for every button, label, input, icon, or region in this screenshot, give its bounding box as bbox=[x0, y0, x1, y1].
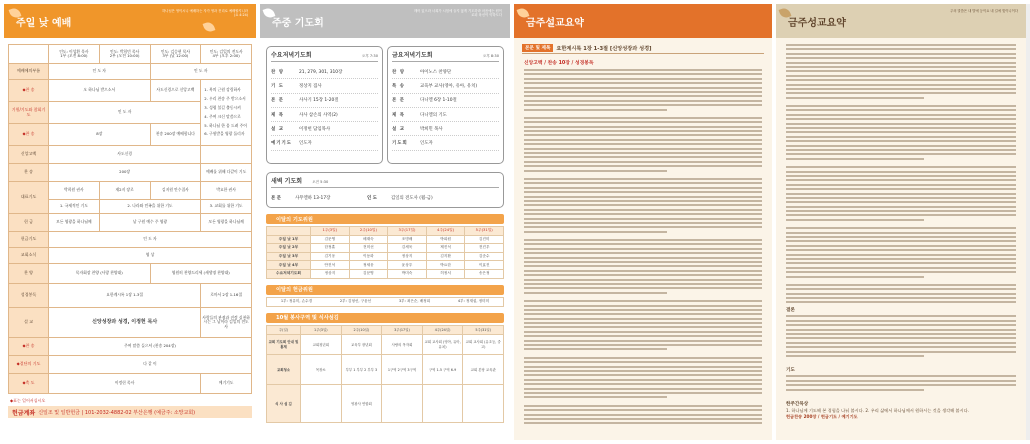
panel-title: 금주성교요약 bbox=[788, 17, 846, 29]
text-line bbox=[524, 287, 762, 289]
text-line bbox=[786, 75, 1016, 77]
sermon-body-text bbox=[776, 44, 1026, 303]
text-line bbox=[786, 114, 1016, 116]
table-row: ◆찬 송 주여 말씀 들으셔 (찬송 204장) bbox=[9, 338, 252, 356]
text-line bbox=[786, 57, 1016, 59]
table-row: 주일 낮 3부 김기웅 이동화 정상지 김지환 김준수 bbox=[267, 252, 504, 261]
prayer-heading: 기도 bbox=[786, 368, 795, 374]
panel-verse: 깨어 있으라 너희가 시험에 들지 않게 기도하라 마음에는 원이로되 육신이 약하도다 bbox=[413, 9, 502, 18]
text-line bbox=[786, 324, 1016, 326]
sermon-title: 요한계시록 1장 1-3절 [신앙성장과 성경] bbox=[556, 45, 652, 52]
text-line bbox=[524, 248, 762, 250]
text-line bbox=[524, 95, 762, 97]
panel-title: 주중 기도회 bbox=[272, 17, 324, 29]
text-line bbox=[786, 258, 1016, 260]
bank-text: 신일조 및 일반헌금 | 101-2032-4882-02 부산은행 (예금주: 소망교회) bbox=[38, 409, 196, 416]
text-line bbox=[524, 209, 762, 211]
table-row: 찬 송 200장 예배를 위해 다같이 기도 bbox=[9, 164, 252, 182]
panel-header bbox=[4, 4, 256, 38]
prayer-boxes bbox=[266, 46, 504, 164]
text-line bbox=[524, 109, 667, 111]
text-line bbox=[786, 351, 1016, 353]
text-line bbox=[786, 284, 1016, 286]
service-cell: 인도: 박희민 목사 2부 (오전 10:00) bbox=[99, 45, 150, 64]
hymn-verses: 1. 복의 근원 강림하사 2. 우리 찬송 주 받으소서 3. 성령 불길 출동시켜 4. 주여 크신 말씀으로 5. 하나님 한 몸 드려 주어 6. 구원받을 영광 돌리자 bbox=[201, 80, 252, 146]
text-line bbox=[524, 283, 762, 285]
text-line bbox=[786, 149, 1016, 151]
offering-committee: 1부: 정유미, 손수경 2부: 김형선, 구윤선 3부: 최은순, 배정희 4부: 정재섭, 정미미 bbox=[266, 297, 504, 307]
panel-title: 금주설교요약 bbox=[526, 17, 584, 29]
prayer-text bbox=[776, 375, 1026, 397]
text-line bbox=[524, 104, 762, 106]
service-cell: 인도: 이성환 목사 1부 (오전 8:00) bbox=[49, 45, 100, 64]
text-line bbox=[786, 175, 1016, 177]
text-line bbox=[524, 318, 762, 320]
sunday-worship-panel bbox=[4, 4, 256, 440]
text-line bbox=[786, 118, 1016, 120]
text-line bbox=[524, 156, 762, 158]
dawn-prayer-box: 새벽 기도회 오전 5:30 본 문 사무엘하 13-17장 인 도 김일의 전도사 (월-금) bbox=[266, 172, 504, 208]
sermon-tag: 본문 및 제목 bbox=[522, 44, 553, 52]
volunteer-table bbox=[266, 325, 504, 423]
text-line bbox=[524, 143, 762, 145]
wednesday-prayer-box: 수요저녁기도회 오후 7:30 찬 양 21, 279, 301, 310장 기 도 정상지 집사 본 문 사사기 15장 1-20절 제 목 사사 삼손의 사역(2) 설 교 이정헌 담임목사 예기기도 인도자 bbox=[266, 46, 383, 164]
text-line bbox=[524, 274, 762, 276]
text-line bbox=[786, 158, 924, 160]
text-line bbox=[786, 109, 1016, 111]
text-line bbox=[524, 226, 762, 228]
section-title: 10월 봉사구역 및 식사섬김 bbox=[266, 313, 504, 323]
table-row: 대표기도 박희원 권사 제2지 장로 김지원 안수집사 박요한 권사 bbox=[9, 182, 252, 200]
sermon-body-text bbox=[514, 69, 772, 424]
text-line bbox=[524, 152, 762, 154]
text-line bbox=[524, 326, 762, 328]
text-line bbox=[524, 292, 667, 294]
text-line bbox=[786, 320, 1016, 322]
text-line bbox=[524, 344, 762, 346]
text-line bbox=[786, 97, 924, 99]
text-line bbox=[786, 53, 1016, 55]
text-line bbox=[524, 366, 762, 368]
text-line bbox=[524, 335, 762, 337]
bank-account-bar bbox=[8, 406, 252, 418]
text-line bbox=[786, 66, 1016, 68]
text-line bbox=[786, 329, 1016, 331]
text-line bbox=[524, 204, 762, 206]
table-header-row: 주(일) 1주(3일) 2주(10일) 3주(17일) 4주(24일) 5주(31일) bbox=[267, 325, 504, 334]
conclusion-text bbox=[776, 315, 1026, 363]
stand-note: ◆표는 일어서십시오 bbox=[10, 398, 46, 403]
text-line bbox=[524, 322, 762, 324]
text-line bbox=[524, 139, 762, 141]
page-edge bbox=[1026, 4, 1030, 440]
text-line bbox=[786, 375, 1016, 377]
table-row: 주일 낮 2부 한정훈 전미선 김세욱 제진석 전진우 bbox=[267, 244, 504, 253]
text-line bbox=[786, 197, 1016, 199]
text-line bbox=[524, 126, 762, 128]
reading-text: 1. 하나님께 기도해 본 경험을 나눠 봅시다. 2. 우리 삶에서 하나님께서 원하시는 것을 생각해 봅시다. bbox=[786, 407, 970, 413]
table-header-row: 1주(3일) 2주(10일) 3주(17일) 4주(24일) 5주(31일) bbox=[267, 227, 504, 236]
text-line bbox=[786, 214, 1016, 216]
text-line bbox=[524, 191, 762, 193]
sermon-summary-continued-panel bbox=[776, 4, 1026, 440]
text-line bbox=[786, 240, 1016, 242]
text-line bbox=[524, 348, 667, 350]
text-line bbox=[524, 182, 762, 184]
text-line bbox=[524, 243, 762, 245]
text-line bbox=[524, 213, 762, 215]
text-line bbox=[524, 270, 762, 272]
text-line bbox=[786, 245, 1016, 247]
text-line bbox=[524, 170, 667, 172]
text-line bbox=[786, 210, 1016, 212]
text-line bbox=[524, 91, 762, 93]
text-line bbox=[786, 333, 1016, 335]
text-line bbox=[524, 261, 762, 263]
panel-title: 주일 낮 예배 bbox=[16, 17, 72, 29]
bank-label: 헌금계좌 bbox=[12, 409, 36, 417]
text-line bbox=[524, 340, 762, 342]
text-line bbox=[524, 370, 762, 372]
prayer-committee-table bbox=[266, 226, 504, 279]
text-line bbox=[524, 117, 762, 119]
text-line bbox=[786, 249, 1016, 251]
text-line bbox=[524, 331, 762, 333]
text-line bbox=[786, 136, 1016, 138]
text-line bbox=[524, 313, 762, 315]
panel-header bbox=[514, 4, 772, 38]
text-line bbox=[786, 127, 1016, 129]
text-line bbox=[786, 179, 1016, 181]
table-row: 교회 기도회 안내 및 통제 교회청년회 교육부 장년회 사랑의 목자회 교회 교사회 (영아, 유아, 유치) 교회 교사회 (유초등, 중고) bbox=[267, 334, 504, 354]
text-line bbox=[524, 148, 762, 150]
table-row: 예배에의부름 인 도 자 인 도 자 bbox=[9, 64, 252, 80]
text-line bbox=[786, 355, 924, 357]
text-line bbox=[524, 374, 762, 376]
text-line bbox=[786, 384, 1016, 386]
text-line bbox=[786, 236, 1016, 238]
text-line bbox=[786, 206, 1016, 208]
panel-header bbox=[776, 4, 1026, 38]
table-row: 식 사 섬 김 영광사 연합회 bbox=[267, 384, 504, 422]
text-line bbox=[524, 422, 762, 424]
sermon-summary-panel bbox=[514, 4, 772, 440]
text-line bbox=[524, 165, 762, 167]
text-line bbox=[524, 265, 762, 267]
text-line bbox=[786, 44, 1016, 46]
table-row: 신앙고백 사도신경 bbox=[9, 146, 252, 164]
table-row: ◆찬 송 8장 찬송 200장 예배합니다 bbox=[9, 124, 252, 146]
text-line bbox=[786, 171, 1016, 173]
table-row: ◆찬 송 오 하나님 받으소서 사도신경으로 신앙고백 1. 복의 근원 강림하사 2. 우리 찬송 주 받으소서 3. 성령 불길 출동시켜 4. 주여 크신 말씀으로 5. 하나님 한 몸 드려 주어 6. 구원받을 영광 돌리자 bbox=[9, 80, 252, 102]
text-line bbox=[524, 279, 762, 281]
text-line bbox=[524, 239, 762, 241]
text-line bbox=[786, 267, 1016, 269]
conclusion-heading: 결론 bbox=[786, 308, 795, 314]
text-line bbox=[524, 305, 762, 307]
sermon-bar bbox=[522, 43, 764, 54]
text-line bbox=[786, 232, 1016, 234]
text-line bbox=[786, 105, 1016, 107]
leaf-icon bbox=[203, 21, 216, 34]
text-line bbox=[524, 87, 762, 89]
text-line bbox=[786, 293, 1016, 295]
table-row: 헌금기도 인 도 자 bbox=[9, 232, 252, 248]
text-line bbox=[524, 388, 762, 390]
text-line bbox=[786, 70, 1016, 72]
text-line bbox=[786, 262, 1016, 264]
table-row: 헌 금 모든 영광을 하나님께 날 구원 예수 주 영광 모든 영광을 하나님께 bbox=[9, 214, 252, 232]
text-line bbox=[524, 231, 667, 233]
text-line bbox=[786, 288, 1016, 290]
text-line bbox=[786, 193, 1016, 195]
text-line bbox=[524, 82, 762, 84]
text-line bbox=[786, 145, 1016, 147]
text-line bbox=[524, 196, 762, 198]
text-line bbox=[786, 188, 1016, 190]
panel-verse: 하나님은 영이시니 예배하는 자가 영과 진리로 예배할지니라 (요 4:24) bbox=[162, 9, 248, 18]
text-line bbox=[786, 271, 1016, 273]
table-row: 주일 낮 4부 안진석 정세웅 윤상우 박요한 이효진 bbox=[267, 261, 504, 270]
text-line bbox=[786, 346, 1016, 348]
text-line bbox=[524, 69, 762, 71]
service-cell: 인도: 김승현 목사 3부 (낮 12:00) bbox=[150, 45, 201, 64]
text-line bbox=[786, 62, 1016, 64]
service-cell: 인도: 김일의 전도사 4부 (오후 2:00) bbox=[201, 45, 252, 64]
text-line bbox=[786, 153, 1016, 155]
hymn-line: 헌금찬송 200장 / 헌금기도 / 예기기도 bbox=[786, 414, 858, 420]
text-line bbox=[786, 227, 1016, 229]
table-row: 주일 낮 1부 김문영 배재숙 조명배 박희원 김진미 bbox=[267, 235, 504, 244]
text-line bbox=[524, 73, 762, 75]
text-line bbox=[786, 389, 924, 391]
text-line bbox=[524, 100, 762, 102]
text-line bbox=[524, 257, 762, 259]
text-line bbox=[524, 134, 762, 136]
table-row: ◆축 도 이정헌 목사 예기기도 bbox=[9, 374, 252, 394]
text-line bbox=[786, 48, 1016, 50]
text-line bbox=[786, 184, 1016, 186]
text-line bbox=[786, 337, 1016, 339]
text-line bbox=[786, 254, 1016, 256]
text-line bbox=[786, 166, 1016, 168]
text-line bbox=[786, 88, 1016, 90]
text-line bbox=[524, 218, 762, 220]
text-line bbox=[524, 405, 762, 407]
text-line bbox=[524, 379, 762, 381]
text-line bbox=[524, 357, 762, 359]
weekday-prayer-panel bbox=[260, 4, 510, 440]
table-row: 찬 양 목자회장 찬양 (사랑 찬양대) 영원히 찬양드리세 (새생명 찬양대) bbox=[9, 264, 252, 284]
panel-header bbox=[260, 4, 510, 38]
table-row: 1. 국제적인 기도 2. 나라와 민족을 위한 기도 3. 교회를 위한 기도 bbox=[9, 200, 252, 214]
text-line bbox=[524, 252, 762, 254]
text-line bbox=[786, 380, 1016, 382]
table-row: 수요저녁기도회 정상지 김문영 박미숙 허정서 송은정 bbox=[267, 269, 504, 278]
sermon-hymn: 신앙고백 / 찬송 10장 / 성경봉독 bbox=[524, 61, 594, 66]
text-line bbox=[786, 79, 1016, 81]
text-line bbox=[524, 178, 762, 180]
table-row: ◆결단의 기도 다 같 이 bbox=[9, 356, 252, 374]
section-title: 이달의 헌금위원 bbox=[266, 285, 504, 295]
text-line bbox=[786, 131, 1016, 133]
friday-prayer-box: 금요저녁기도회 오후 8:30 찬 양 아이노스 찬양단 특 송 교육부 교사(영아, 유아, 유치) 본 문 다니엘 6장 1-10절 제 목 다니엘의 기도 설 교 박희민 목사 기도회 인도자 bbox=[387, 46, 504, 164]
text-line bbox=[786, 140, 1016, 142]
text-line bbox=[786, 297, 1016, 299]
text-line bbox=[524, 383, 762, 385]
text-line bbox=[524, 414, 762, 416]
table-row: 기원/기도와 참회기도 인 도 자 bbox=[9, 102, 252, 124]
text-line bbox=[524, 222, 762, 224]
text-line bbox=[524, 392, 762, 394]
table-row: 설 교 신앙성장과 성경, 이정헌 목사 사람들의 관점과 진정 실천하시는 그 날이라 김일의 전도사 bbox=[9, 308, 252, 338]
text-line bbox=[524, 78, 762, 80]
text-line bbox=[524, 200, 762, 202]
service-header-row bbox=[9, 45, 252, 64]
text-line bbox=[786, 123, 1016, 125]
text-line bbox=[786, 92, 1016, 94]
text-line bbox=[524, 361, 762, 363]
section-title: 이달의 기도위원 bbox=[266, 214, 504, 224]
text-line bbox=[786, 201, 1016, 203]
text-line bbox=[524, 187, 762, 189]
text-line bbox=[524, 309, 762, 311]
worship-order-table bbox=[8, 44, 252, 394]
panel-verse: 주의 말씀은 내 발에 등이요 내 길에 빛이니이다 bbox=[950, 9, 1018, 13]
text-line bbox=[786, 219, 924, 221]
text-line bbox=[524, 130, 762, 132]
text-line bbox=[786, 301, 1016, 303]
text-line bbox=[524, 161, 762, 163]
text-line bbox=[524, 121, 762, 123]
text-line bbox=[786, 342, 1016, 344]
text-line bbox=[524, 396, 667, 398]
text-line bbox=[524, 300, 762, 302]
table-row: 교회청소 목장소 부부 1 부부 2 부부 3 1구역 2구역 3구역 구역 1-5 구역 6-9 교회 본당 교육관 bbox=[267, 354, 504, 384]
table-row: 교회소식 영 상 bbox=[9, 248, 252, 264]
table-row: 성경봉독 요한계시록 1장 1-3절 로마서 2장 1-16절 bbox=[9, 284, 252, 308]
text-line bbox=[786, 276, 924, 278]
text-line bbox=[786, 315, 1016, 317]
text-line bbox=[524, 418, 762, 420]
text-line bbox=[524, 409, 762, 411]
reading-heading: 한주간묵상 bbox=[786, 401, 809, 407]
text-line bbox=[786, 84, 1016, 86]
